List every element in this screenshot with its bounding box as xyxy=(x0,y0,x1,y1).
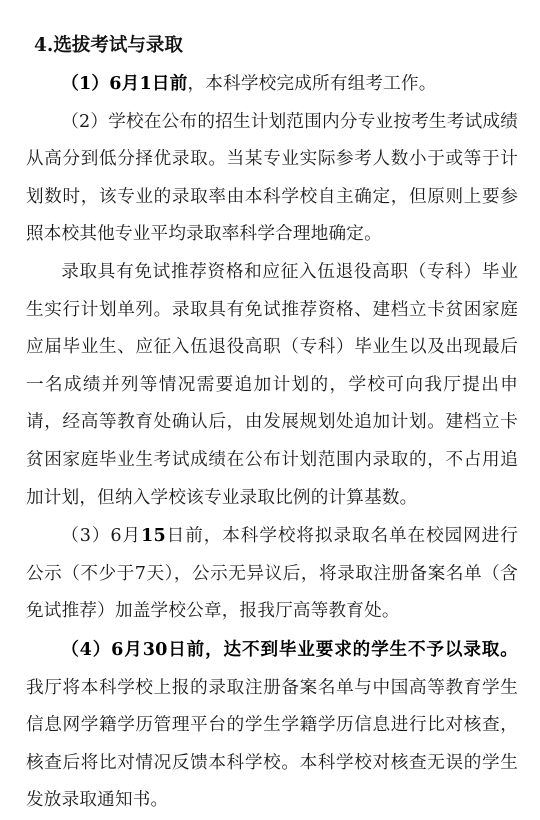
deadline-june-1: （1）6月1日前 xyxy=(61,73,188,94)
deadline-day-15: 15 xyxy=(141,525,166,547)
paragraph-3-text: 录取具有免试推荐资格和应征入伍退役高职（专科）毕业生实行计划单列。录取具有免试推荐资格、建档立卡贫困家庭应届毕业生、应征入伍退役高职（专科）毕业生以及出现最后一名成绩并列等情况需要追加计划的，学校可向我厅提出申请，经高等教育处确认后，由发展规划处追加计划。建档立卡贫困家庭毕业生考试成绩在公布计划范围内录取的，不占用追加计划，但纳入学校该专业录取比例的计算基数。 xyxy=(26,261,518,508)
paragraph-1 xyxy=(26,65,518,104)
paragraph-5-text: 我厅将本科学校上报的录取注册备案名单与中国高等教育学生信息网学籍学历管理平台的学生学籍学历信息进行比对核查，核查后将比对情况反馈本科学校。本科学校对核查无误的学生发放录取通知书。 xyxy=(26,677,518,811)
paragraph-4-prefix: （3）6月 xyxy=(61,526,142,547)
paragraph-5 xyxy=(26,631,518,820)
paragraph-3 xyxy=(26,254,518,517)
paragraph-1-text: ，本科学校完成所有组考工作。 xyxy=(187,74,437,94)
paragraph-2-text: （2）学校在公布的招生计划范围内分专业按考生考试成绩从高分到低分择优录取。当某专业实际参考人数小于或等于计划数时，该专业的录取率由本科学校自主确定，但原则上要参照本校其他专业平均录取率科学合理地确定。 xyxy=(26,111,518,245)
deadline-june-30: （4）6月30日前，达不到毕业要求的学生不予以录取。 xyxy=(61,638,518,660)
paragraph-4-text: 日前，本科学校将拟录取名单在校园网进行公示（不少于7天），公示无异议后，将录取注册备案名单（含免试推荐）加盖学校公章，报我厅高等教育处。 xyxy=(26,526,518,622)
paragraph-4 xyxy=(26,517,518,631)
section-title: 4.选拔考试与录取 xyxy=(34,35,183,56)
paragraph-2 xyxy=(26,104,518,254)
